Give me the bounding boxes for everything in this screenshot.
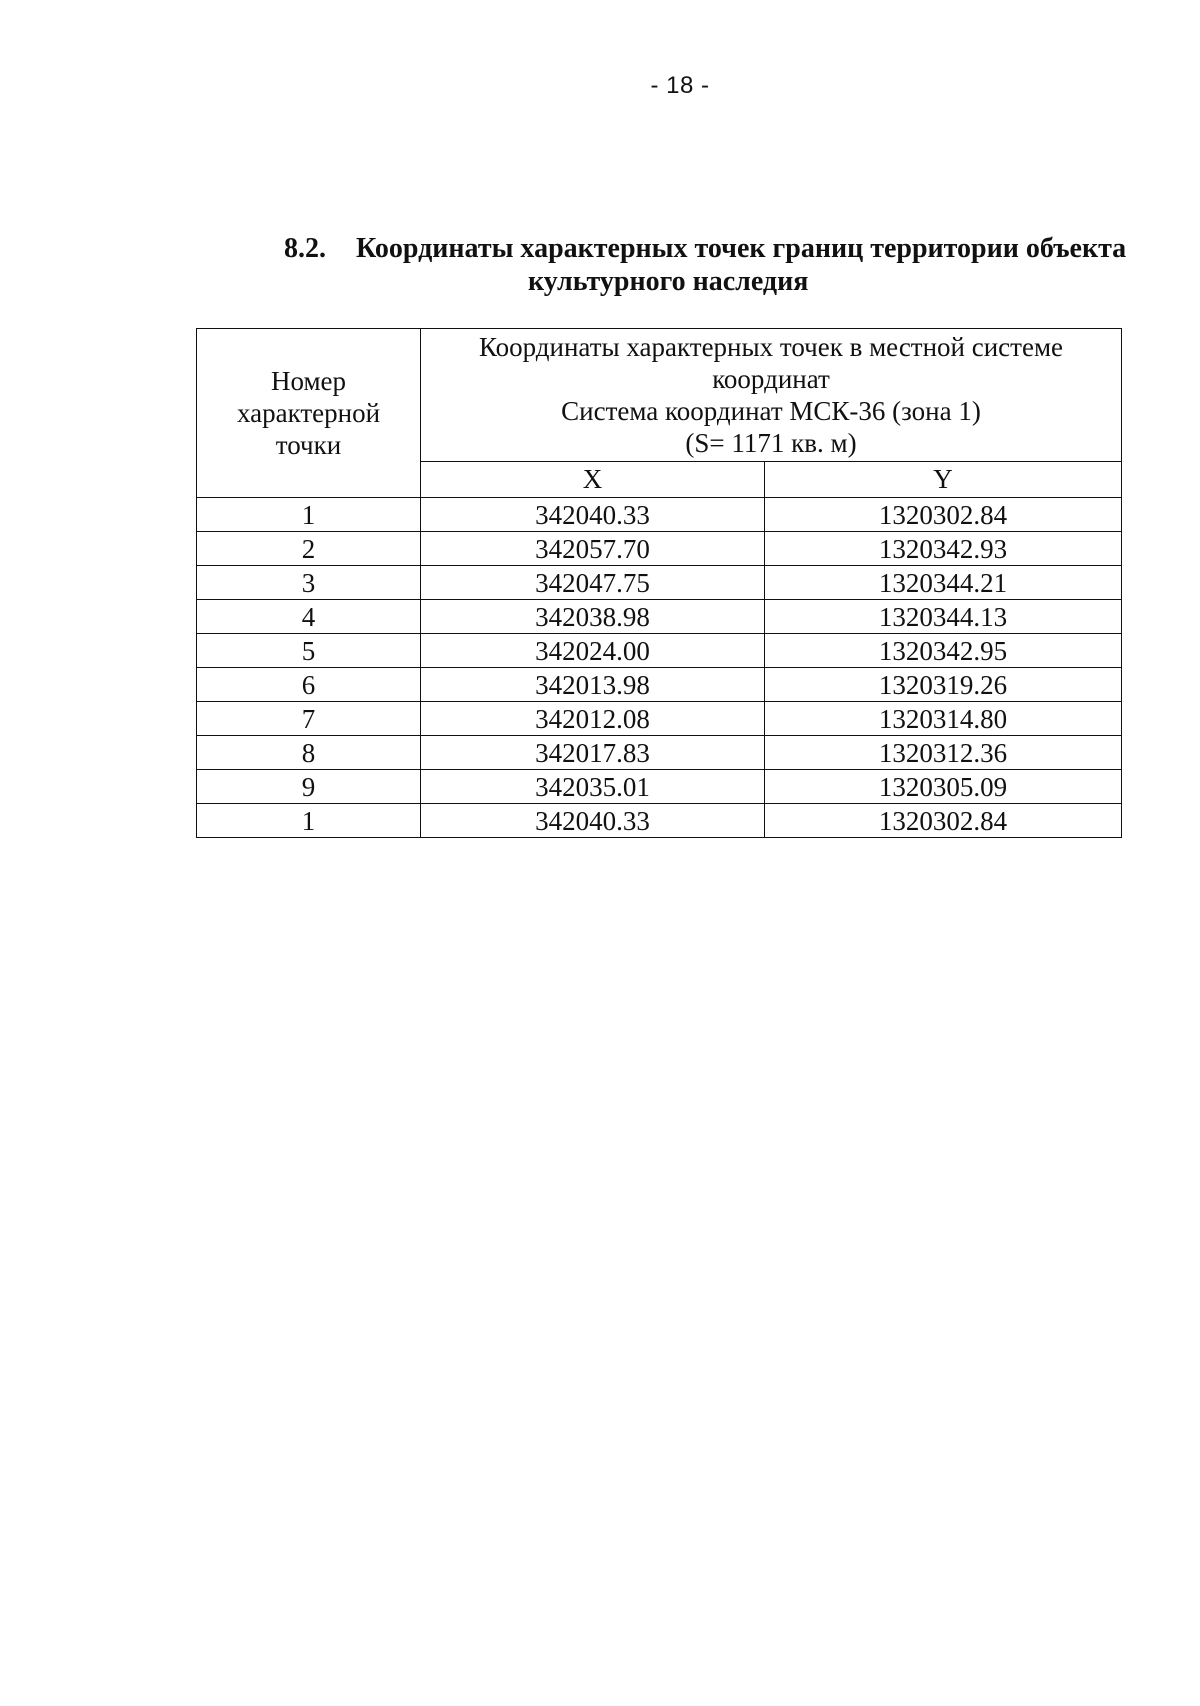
point-cell: 9 [197, 770, 421, 804]
point-cell: 3 [197, 566, 421, 600]
point-cell: 7 [197, 702, 421, 736]
point-cell: 1 [197, 498, 421, 532]
table-row [197, 634, 1122, 668]
point-header-line: характерной [236, 398, 381, 428]
y-cell: 1320344.21 [765, 566, 1122, 600]
point-cell: 6 [197, 668, 421, 702]
y-cell: 1320305.09 [765, 770, 1122, 804]
y-cell: 1320312.36 [765, 736, 1122, 770]
y-cell: 1320344.13 [765, 600, 1122, 634]
x-cell: 342017.83 [421, 736, 765, 770]
point-header-line: Номер [270, 366, 347, 396]
table-row [197, 600, 1122, 634]
coords-header-line: (S= 1171 кв. м) [685, 428, 857, 458]
point-cell: 8 [197, 736, 421, 770]
table-row [197, 736, 1122, 770]
section-number: 8.2. [284, 233, 326, 264]
table-row [197, 770, 1122, 804]
x-cell: 342035.01 [421, 770, 765, 804]
page-number: - 18 - [650, 72, 710, 99]
section-title-line1: Координаты характерных точек границ территории объекта [356, 233, 1127, 264]
x-cell: 342013.98 [421, 668, 765, 702]
point-cell: 5 [197, 634, 421, 668]
x-cell: 342057.70 [421, 532, 765, 566]
x-cell: 342038.98 [421, 600, 765, 634]
y-column-header: Y [765, 462, 1122, 498]
x-cell: 342012.08 [421, 702, 765, 736]
x-cell: 342040.33 [421, 498, 765, 532]
point-cell: 1 [197, 804, 421, 838]
table-row [197, 668, 1122, 702]
x-cell: 342047.75 [421, 566, 765, 600]
x-cell: 342040.33 [421, 804, 765, 838]
coords-header-line: Координаты характерных точек в местной системе [478, 332, 1064, 362]
point-cell: 2 [197, 532, 421, 566]
coordinates-header [421, 329, 1122, 462]
point-cell: 4 [197, 600, 421, 634]
y-cell: 1320342.95 [765, 634, 1122, 668]
table-row [197, 532, 1122, 566]
table-row [197, 804, 1122, 838]
y-cell: 1320302.84 [765, 804, 1122, 838]
table-row [197, 702, 1122, 736]
y-cell: 1320319.26 [765, 668, 1122, 702]
table-row [197, 498, 1122, 532]
section-heading [284, 232, 1164, 298]
coords-header-line: Система координат МСК-36 (зона 1) [561, 396, 981, 426]
x-cell: 342024.00 [421, 634, 765, 668]
y-cell: 1320314.80 [765, 702, 1122, 736]
point-header-line: точки [275, 430, 342, 460]
table-row [197, 566, 1122, 600]
section-title-line2: культурного наследия [528, 266, 809, 297]
y-cell: 1320302.84 [765, 498, 1122, 532]
coords-header-line: координат [712, 364, 830, 394]
point-number-header [197, 329, 421, 498]
coordinates-table [196, 328, 1122, 838]
y-cell: 1320342.93 [765, 532, 1122, 566]
x-column-header: X [421, 462, 765, 498]
